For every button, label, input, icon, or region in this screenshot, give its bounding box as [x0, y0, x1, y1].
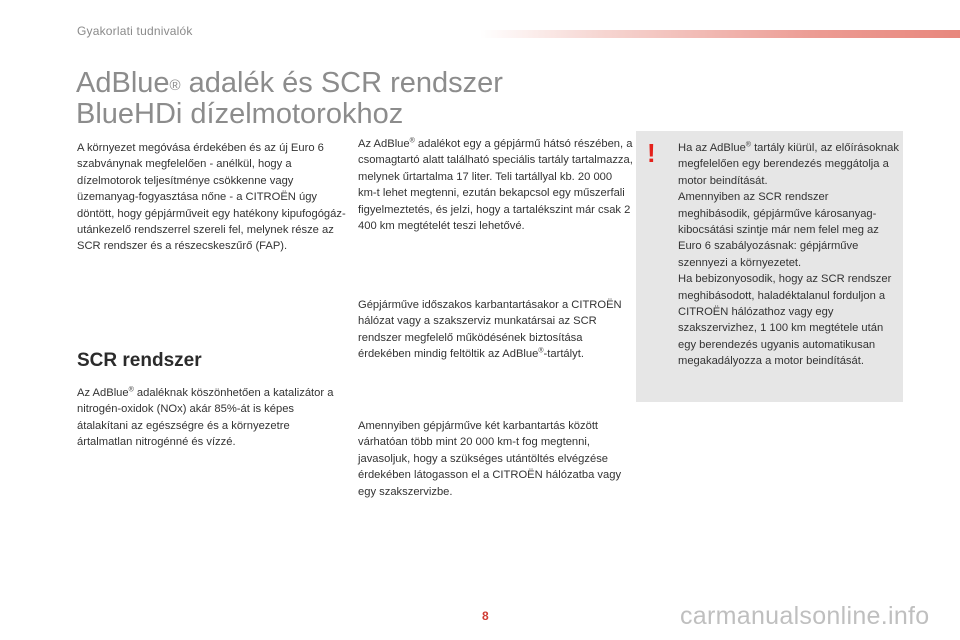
tank-paragraph-part-b: adalékot egy a gépjármű hátsó részében, a csomagtartó alatt található speciális tartály tartalmazza, melynek űrtartalma 17 liter. Teli tartállyal kb. 20 000 km-t lehet megtenni, ezután bekapcsol egy műszerfali figyelmeztetés, és jelzi, hogy a tartalékszint már csak 2 400 km megtételét teszi lehetővé.: [358, 138, 633, 233]
service-paragraph-part-b: -tartályt.: [543, 348, 584, 361]
warning-text-part-d: Ha bebizonyosodik, hogy az SCR rendszer meghibásodott, haladéktalanul forduljon a CITROËN hálózathoz vagy egy szakszervizhez, 1 100 km megtétele után egy berendezés ugyanis automatikusan megakadályozza a motor beindítását.: [678, 273, 892, 368]
title-brand: AdBlue: [76, 67, 170, 99]
warning-text-part-b: tartály kiürül, az előírásoknak megfelelően egy berendezés meggátolja a motor beindítását.: [678, 142, 899, 187]
warning-box: [636, 131, 903, 402]
refill-paragraph: Amennyiben gépjárműve két karbantartás között várhatóan több mint 20 000 km-t fog megtenni, javasoljuk, hogy a szükséges utántöltés elvégzése érdekében látogasson el a CITROËN hálózatba vagy egy szakszervizbe.: [358, 420, 622, 498]
registered-mark: ®: [745, 141, 751, 149]
scr-paragraph-part-b: adaléknak köszönhetően a katalizátor a nitrogén-oxidok (NOx) akár 85%-át is képes átalakítani az egészségre és a környezetre ártalmatlan nitrogénné és vízzé.: [77, 387, 334, 449]
tank-paragraph-part-a: Az AdBlue: [358, 138, 410, 150]
scr-paragraph: [77, 385, 347, 451]
title-registered-mark: ®: [169, 77, 181, 94]
title-line2: BlueHDi dízelmotorokhoz: [76, 98, 404, 130]
registered-mark: ®: [538, 347, 544, 355]
watermark-text: carmanualsonline.info: [680, 602, 930, 630]
page-title: [76, 68, 503, 130]
warning-text-part-c: Amennyiben az SCR rendszer meghibásodik, gépjárműve károsanyag-kibocsátási szintje már nem felel meg az Euro 6 szabályozásnak: gépjárműve szennyezi a környezetet.: [678, 191, 879, 269]
registered-mark: ®: [128, 386, 134, 394]
service-paragraph: [358, 297, 633, 363]
header-decoration-bar: [480, 30, 960, 38]
intro-paragraph: A környezet megóvása érdekében és az új Euro 6 szabványnak megfelelően - anélkül, hogy a dízelmotorok teljesítménye csökkenne vagy üzemanyag-fogyasztása nőne - a CITROËN úgy döntött, hogy gépjárműveit egy hatékony kipufogógáz-utánkezelő rendszerrel szereli fel, melynek része az SCR rendszer és a részecskeszűrő (FAP).: [77, 142, 346, 253]
scr-heading: SCR rendszer: [77, 350, 202, 371]
title-line1-rest: adalék és SCR rendszer: [180, 67, 503, 99]
page-number: 8: [482, 609, 489, 623]
warning-text: [678, 140, 900, 370]
section-label: Gyakorlati tudnivalók: [77, 24, 193, 38]
scr-paragraph-part-a: Az AdBlue: [77, 387, 129, 399]
warning-text-part-a: Ha az AdBlue: [678, 142, 746, 154]
service-paragraph-part-a: Gépjárműve időszakos karbantartásakor a CITROËN hálózat vagy a szakszerviz munkatársai az SCR rendszer megfelelő működésének biztosítása érdekében mindig feltöltik az AdBlue: [358, 299, 622, 361]
registered-mark: ®: [409, 137, 415, 145]
warning-exclamation-icon: !: [647, 138, 656, 168]
tank-paragraph: [358, 136, 633, 234]
